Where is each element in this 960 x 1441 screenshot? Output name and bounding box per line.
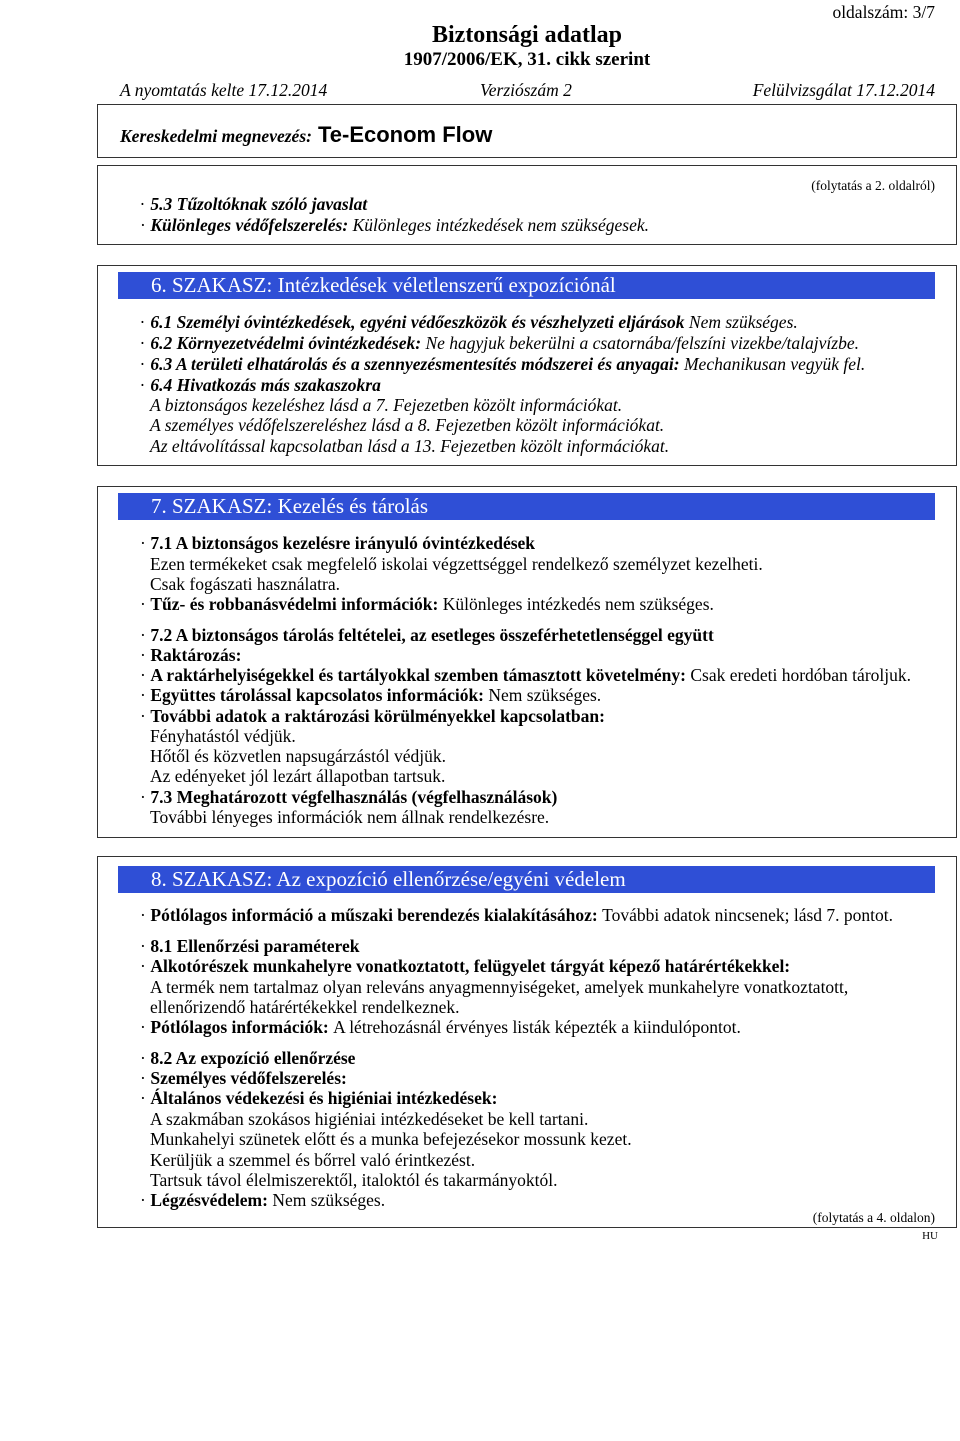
hygiene-text: Munkahelyi szünetek előtt és a munka befejezésekor mossunk kezet.	[150, 1129, 632, 1149]
storeroom-requirements-line	[140, 665, 911, 685]
safe-handling-text: Ezen termékeket csak megfelelő iskolai végzettséggel rendelkező személyzet kezelheti.	[150, 554, 763, 574]
reference-text: A biztonságos kezeléshez lásd a 7. Fejezetben közölt információkat.	[150, 395, 623, 415]
product-row	[120, 121, 492, 150]
further-storage-line	[140, 706, 605, 726]
control-params-heading-line	[140, 936, 360, 956]
end-use-text: További lényeges információk nem állnak rendelkezésre.	[150, 807, 550, 827]
firefighters-advice-heading: · 5.3 Tűzoltóknak szóló javaslat	[150, 194, 368, 214]
limit-values-text: A termék nem tartalmaz olyan releváns anyagmennyiségeket, amelyek munkahelyre vonatkoztatott,	[150, 977, 849, 997]
further-storage-text: Hőtől és közvetlen napsugárzástól védjük.	[150, 746, 446, 766]
storage-label-line	[140, 645, 241, 665]
further-storage-label: · További adatok a raktározási körülményekkel kapcsolatban:	[150, 706, 605, 726]
protective-equipment-line	[140, 215, 649, 235]
storeroom-requirements-label: · A raktárhelyiségekkel és tartályokkal szemben támasztott követelmény:	[150, 665, 686, 685]
environmental-precautions-value: Ne hagyjuk bekerülni a csatornába/felszíni vizekbe/talajvízbe.	[425, 333, 859, 353]
storage-label: · Raktározás:	[150, 645, 242, 665]
further-storage-text: Fényhatástól védjük.	[150, 726, 296, 746]
safe-handling-text: Csak fogászati használatra.	[150, 574, 340, 594]
continued-from-note: (folytatás a 2. oldalról)	[811, 178, 935, 193]
trade-name-label: Kereskedelmi megnevezés:	[120, 126, 312, 146]
limit-values-label: · Alkotórészek munkahelyre vonatkoztatott, felügyelet tárgyát képező határértékekkel:	[150, 956, 791, 976]
personal-precautions-label: · 6.1 Személyi óvintézkedések, egyéni védőeszközök és vészhelyzeti eljárások	[150, 312, 685, 332]
limit-values-text: ellenőrizendő határértékekkel rendelkeznek.	[150, 997, 460, 1017]
protective-equipment-label: · Különleges védőfelszerelés:	[150, 215, 349, 235]
respiratory-label: · Légzésvédelem:	[150, 1190, 268, 1210]
exposure-controls-heading-line	[140, 1048, 355, 1068]
engineering-info-line	[140, 905, 893, 925]
continued-on-note: (folytatás a 4. oldalon)	[812, 1210, 935, 1225]
storeroom-requirements-value: Csak eredeti hordóban tároljuk.	[690, 665, 911, 685]
hygiene-text: Tartsuk távol élelmiszerektől, italoktól és takarmányoktól.	[150, 1170, 558, 1190]
limit-values-line	[140, 956, 790, 976]
references-heading-line	[140, 375, 381, 395]
reference-text: A személyes védőfelszereléshez lásd a 8. Fejezetben közölt információkat.	[150, 415, 665, 435]
section-7-title: 7. SZAKASZ: Kezelés és tárolás	[118, 493, 935, 520]
storage-heading: · 7.2 A biztonságos tárolás feltételei, az esetleges összeférhetetlenséggel együtt	[150, 625, 714, 645]
respiratory-value: Nem szükséges.	[272, 1190, 386, 1210]
respiratory-line	[140, 1190, 385, 1210]
document-title: Biztonsági adatlap	[431, 22, 623, 48]
end-use-heading: · 7.3 Meghatározott végfelhasználás (végfelhasználások)	[150, 787, 558, 807]
common-storage-line	[140, 685, 601, 705]
page-number: oldalszám: 3/7	[832, 2, 935, 22]
language-code: HU	[922, 1230, 938, 1242]
hygiene-label: · Általános védekezési és higiéniai intézkedések:	[150, 1088, 498, 1108]
environmental-precautions-label: · 6.2 Környezetvédelmi óvintézkedések:	[150, 333, 422, 353]
fire-explosion-label: · Tűz- és robbanásvédelmi információk:	[150, 594, 439, 614]
engineering-info-label: · Pótlólagos információ a műszaki berendezés kialakításához:	[150, 905, 598, 925]
additional-info-line	[140, 1017, 741, 1037]
additional-info-label: · Pótlólagos információk:	[150, 1017, 329, 1037]
ppe-label: · Személyes védőfelszerelés:	[150, 1068, 347, 1088]
hygiene-line	[140, 1088, 497, 1108]
additional-info-value: A létrehozásnál érvényes listák képezték a kiindulópontot.	[333, 1017, 741, 1037]
common-storage-value: Nem szükséges.	[488, 685, 602, 705]
section-6-title: 6. SZAKASZ: Intézkedések véletlenszerű expozíciónál	[118, 272, 935, 299]
safe-handling-heading-line	[140, 533, 535, 553]
containment-line	[140, 354, 865, 374]
engineering-info-value: További adatok nincsenek; lásd 7. pontot.	[602, 905, 893, 925]
section-8-title: 8. SZAKASZ: Az expozíció ellenőrzése/egyéni védelem	[118, 866, 935, 893]
hygiene-text: Kerüljük a szemmel és bőrrel való érintkezést.	[150, 1150, 476, 1170]
hygiene-text: A szakmában szokásos higiéniai intézkedéseket be kell tartani.	[150, 1109, 589, 1129]
end-use-heading-line	[140, 787, 557, 807]
storage-heading-line	[140, 625, 714, 645]
fire-explosion-line	[140, 594, 714, 614]
safe-handling-heading: · 7.1 A biztonságos kezelésre irányuló óvintézkedések	[150, 533, 536, 553]
trade-name: Te-Econom Flow	[317, 122, 493, 147]
further-storage-text: Az edényeket jól lezárt állapotban tartsuk.	[150, 766, 446, 786]
regulation-reference: 1907/2006/EK, 31. cikk szerint	[403, 49, 651, 70]
print-date: A nyomtatás kelte 17.12.2014	[120, 80, 328, 100]
personal-precautions-value: Nem szükséges.	[688, 312, 798, 332]
exposure-controls-heading: · 8.2 Az expozíció ellenőrzése	[150, 1048, 356, 1068]
environmental-precautions-line	[140, 333, 859, 353]
version-number: Verziószám 2	[480, 80, 572, 100]
containment-label: · 6.3 A területi elhatárolás és a szennyezésmentesítés módszerei és anyagai:	[150, 354, 680, 374]
protective-equipment-value: Különleges intézkedések nem szükségesek.	[352, 215, 649, 235]
personal-precautions-line	[140, 312, 798, 332]
revision-date: Felülvizsgálat 17.12.2014	[752, 80, 935, 100]
control-params-heading: · 8.1 Ellenőrzési paraméterek	[150, 936, 360, 956]
containment-value: Mechanikusan vegyük fel.	[683, 354, 866, 374]
ppe-line	[140, 1068, 347, 1088]
common-storage-label: · Együttes tárolással kapcsolatos információk:	[150, 685, 485, 705]
fire-explosion-value: Különleges intézkedés nem szükséges.	[442, 594, 714, 614]
reference-text: Az eltávolítással kapcsolatban lásd a 13. Fejezetben közölt információkat.	[150, 436, 670, 456]
references-heading: · 6.4 Hivatkozás más szakaszokra	[150, 375, 381, 395]
firefighters-advice-line	[140, 194, 367, 214]
